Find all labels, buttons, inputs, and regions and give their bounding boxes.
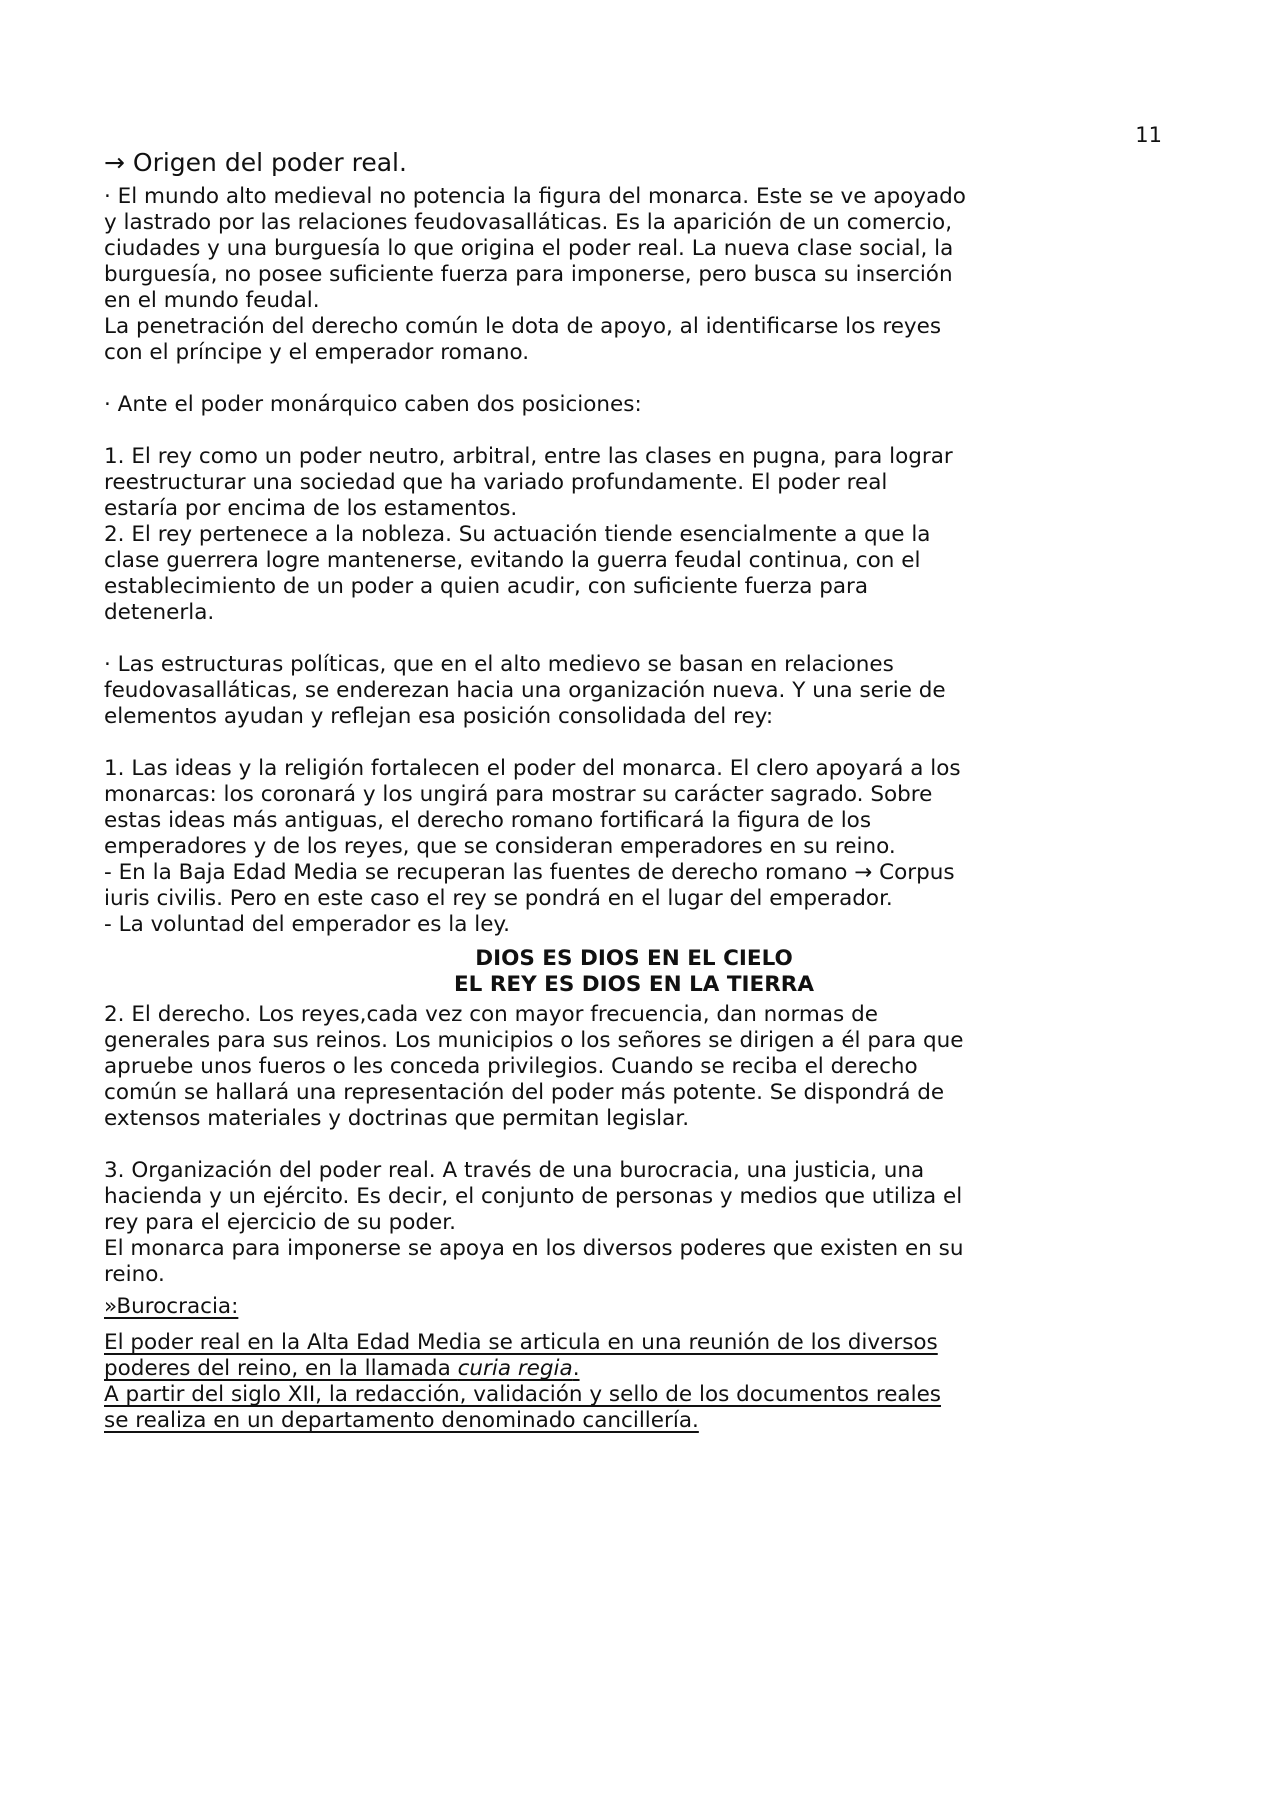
element-3-organizacion: 3. Organización del poder real. A través de una burocracia, una justicia, una hacienda y un ejército. Es decir, el conjunto de personas y medios que utiliza el rey para el ejercicio de su poder. El monarca para imponerse se apoya en los diversos poderes que existen en su reino. (104, 1158, 964, 1287)
motto (104, 946, 1164, 998)
element-1-ideas-religion: 1. Las ideas y la religión fortalecen el poder del monarca. El clero apoyará a los monarcas: los coronará y los ungirá para mostrar su carácter sagrado. Sobre estas ideas más antiguas, el derecho romano fortificará la figura de los emperadores y de los reyes, que se consideran emperadores en su reino. - En la Baja Edad Media se recuperan las fuentes de derecho romano → Corpus iuris civilis. Pero en este caso el rey se pondrá en el lugar del emperador. - La voluntad del emperador es la ley. (104, 756, 961, 937)
motto-line-2: EL REY ES DIOS EN LA TIERRA (453, 972, 814, 997)
spacer (104, 1132, 1164, 1158)
burocracia-line-2 (104, 1356, 580, 1381)
page-content (104, 148, 1164, 1434)
spacer (104, 730, 1164, 756)
burocracia-line-2-end: . (572, 1356, 580, 1381)
structures-intro: · Las estructuras políticas, que en el alto medievo se basan en relaciones feudovasalláticas, se enderezan hacia una organización nueva. Y una serie de elementos ayudan y reflejan esa posición consolidada del rey: (104, 652, 946, 729)
burocracia-title-text: »Burocracia: (104, 1294, 239, 1319)
intro-paragraph: · El mundo alto medieval no potencia la figura del monarca. Este se ve apoyado y lastrado por las relaciones feudovasalláticas. Es la aparición de un comercio, ciudades y una burguesía lo que origina el poder real. La nueva clase social, la burguesía, no posee suficiente fuerza para imponerse, pero busca su inserción en el mundo feudal. La penetración del derecho común le dota de apoyo, al identificarse los reyes con el príncipe y el emperador romano. (104, 184, 966, 365)
motto-line-1: DIOS ES DIOS EN EL CIELO (475, 946, 793, 971)
curia-regia-term: curia regia (457, 1356, 573, 1381)
element-2-derecho: 2. El derecho. Los reyes,cada vez con mayor frecuencia, dan normas de generales para sus reinos. Los municipios o los señores se dirigen a él para que apruebe unos fueros o les conceda privilegios. Cuando se reciba el derecho común se hallará una representación del poder más potente. Se dispondrá de extensos materiales y doctrinas que permitan legislar. (104, 1002, 964, 1131)
positions-intro: · Ante el poder monárquico caben dos posiciones: (104, 392, 642, 417)
positions-list: 1. El rey como un poder neutro, arbitral, entre las clases en pugna, para lograr reestructurar una sociedad que ha variado profundamente. El poder real estaría por encima de los estamentos. 2. El rey pertenece a la nobleza. Su actuación tiende esencialmente a que la clase guerrera logre mantenerse, evitando la guerra feudal continua, con el establecimiento de un poder a quien acudir, con suficiente fuerza para detenerla. (104, 444, 953, 625)
burocracia-section (104, 1330, 1164, 1434)
page-number: 11 (1135, 123, 1162, 147)
spacer (104, 418, 1164, 444)
spacer (104, 626, 1164, 652)
burocracia-title (104, 1294, 1164, 1320)
section-heading: → Origen del poder real. (104, 148, 407, 177)
burocracia-line-2-text: poderes del reino, en la llamada (104, 1356, 458, 1381)
burocracia-line-3: A partir del siglo XII, la redacción, validación y sello de los documentos reales (104, 1382, 941, 1407)
burocracia-line-4: se realiza en un departamento denominado cancillería. (104, 1408, 699, 1433)
burocracia-line-1: El poder real en la Alta Edad Media se articula en una reunión de los diversos (104, 1330, 938, 1355)
spacer (104, 366, 1164, 392)
